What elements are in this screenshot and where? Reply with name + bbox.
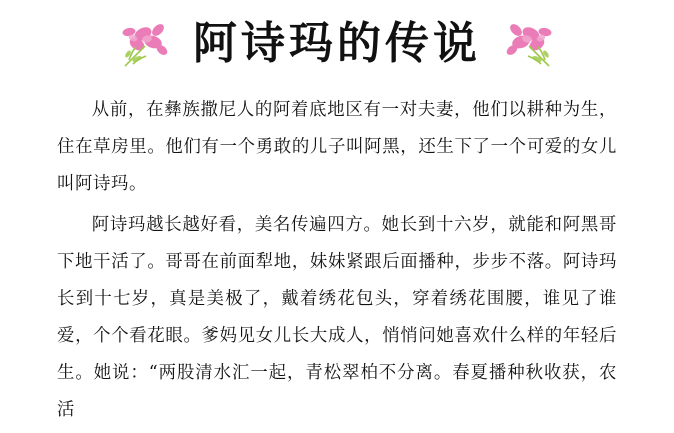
paragraph: 阿诗玛越长越好看，美名传遍四方。她长到十六岁，就能和阿黑哥下地干活了。哥哥在前面犁地，妹妹紧跟后面播种，步步不落。阿诗玛长到十七岁，真是美极了，戴着绣花包头，穿着绣花围腰，谁见了谁爱，个个看花眼。爹妈见女儿长大成人，悄悄问她喜欢什么样的年轻后生。她说：“两股清水汇一起，青松翠柏不分离。春夏播种秋收获，农活 (57, 215, 617, 420)
story-body (57, 92, 617, 429)
title-bar (0, 0, 674, 92)
flower-ornament-icon (499, 20, 561, 72)
flower-ornament-icon (113, 20, 175, 72)
paragraph: 从前，在彝族撒尼人的阿着底地区有一对夫妻，他们以耕种为生，住在草房里。他们有一个勇敢的儿子叫阿黑，还生下了一个可爱的女儿叫阿诗玛。 (57, 100, 617, 194)
page-title: 阿诗玛的传说 (193, 18, 481, 69)
